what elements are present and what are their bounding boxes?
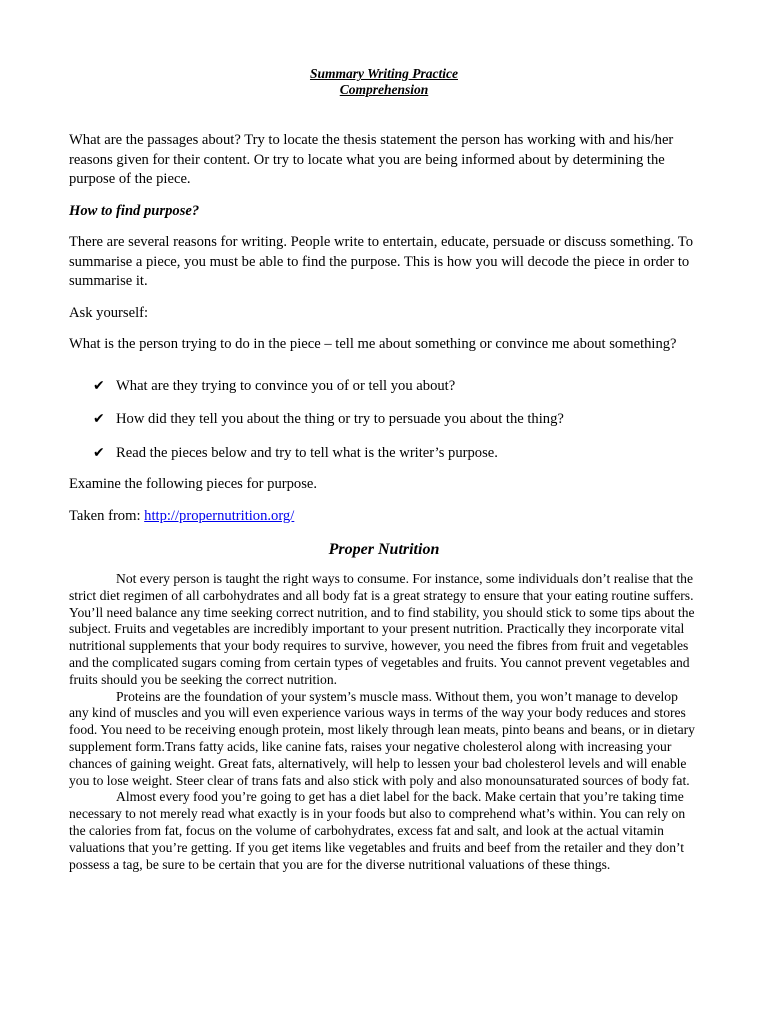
document-subtitle: Comprehension: [339, 82, 429, 97]
article-body: [69, 571, 699, 873]
examine-instruction: Examine the following pieces for purpose.: [69, 476, 318, 492]
source-link[interactable]: http://propernutrition.org/: [144, 507, 295, 524]
article-title: Proper Nutrition: [328, 541, 440, 558]
question-paragraph: What is the person trying to do in the piece – tell me about something or convince me about something?: [69, 336, 677, 352]
purpose-paragraph: There are several reasons for writing. People write to entertain, educate, persuade or discuss something. To summarise a piece, you must be able to find the purpose. This is how you will decode the piece in order to summarise it.: [69, 234, 694, 289]
document-title: Summary Writing Practice: [309, 66, 458, 81]
checklist-item-text: How did they tell you about the thing or try to persuade you about the thing?: [116, 411, 564, 427]
checkmark-icon: ✔: [93, 411, 105, 427]
checklist-item-text: Read the pieces below and try to tell what is the writer’s purpose.: [116, 444, 498, 461]
article-paragraph: Almost every food you’re going to get has a diet label for the back. Make certain that you’re taking time necessary to not merely read what exactly is in your foods but also to comprehend what’s within. You can rely on the calories from fat, focus on the volume of carbohydrates, excess fat and salt, and look at the actual vitamin valuations that you’re getting. If you get items like vegetables and fruits and beef from the retailer and they don’t possess a tag, be sure to be certain that you are for the diverse nutritional valuations of these things.: [69, 789, 686, 872]
checklist: [69, 377, 699, 464]
checklist-item: [93, 410, 699, 430]
article-paragraph: Not every person is taught the right ways to consume. For instance, some individuals don’t realise that the strict diet regimen of all carbohydrates and all body fat is a great strategy to ensure that your eating routine suffers. You’ll need balance any time seeking correct nutrition, and to find stability, you should stick to some tips about the subject. Fruits and vegetables are incredibly important to your present nutrition. Practically they incorporate vital nutritional supplements that your body requires to survive, however, you need the fibres from fruit and vegetables and the complicated sugars coming from certain types of vegetables and fruits. You cannot prevent vegetables and fruits should you be seeking the correct nutrition.: [69, 571, 695, 687]
source-line: [69, 507, 699, 527]
source-label: Taken from:: [69, 507, 145, 524]
checklist-item: [93, 377, 699, 397]
checkmark-icon: ✔: [93, 444, 105, 461]
section-heading: How to find purpose?: [69, 202, 200, 219]
document-page: [69, 66, 699, 873]
intro-paragraph: What are the passages about? Try to locate the thesis statement the person has working with and his/her reasons given for their content. Or try to locate what you are being informed about by determining the purpose of the piece.: [69, 132, 674, 187]
ask-yourself-label: Ask yourself:: [69, 304, 149, 321]
checkmark-icon: ✔: [93, 377, 105, 394]
article-paragraph: Proteins are the foundation of your system’s muscle mass. Without them, you won’t manage to develop any kind of muscles and you will even experience various ways in terms of the way your body reduces and stores food. You need to be receiving enough protein, most likely through lean meats, pinto beans and beans, or in dietary supplement form.Trans fatty acids, like canine fats, raises your negative cholesterol along with increasing your chances of gaining weight. Great fats, alternatively, will help to lessen your bad cholesterol levels and will enable you to lose weight. Steer clear of trans fats and also stick with poly and also monounsaturated sources of body fat.: [69, 688, 695, 788]
intro-section: [69, 131, 699, 526]
checklist-item: [93, 444, 699, 464]
checklist-item-text: What are they trying to convince you of or tell you about?: [116, 377, 456, 394]
